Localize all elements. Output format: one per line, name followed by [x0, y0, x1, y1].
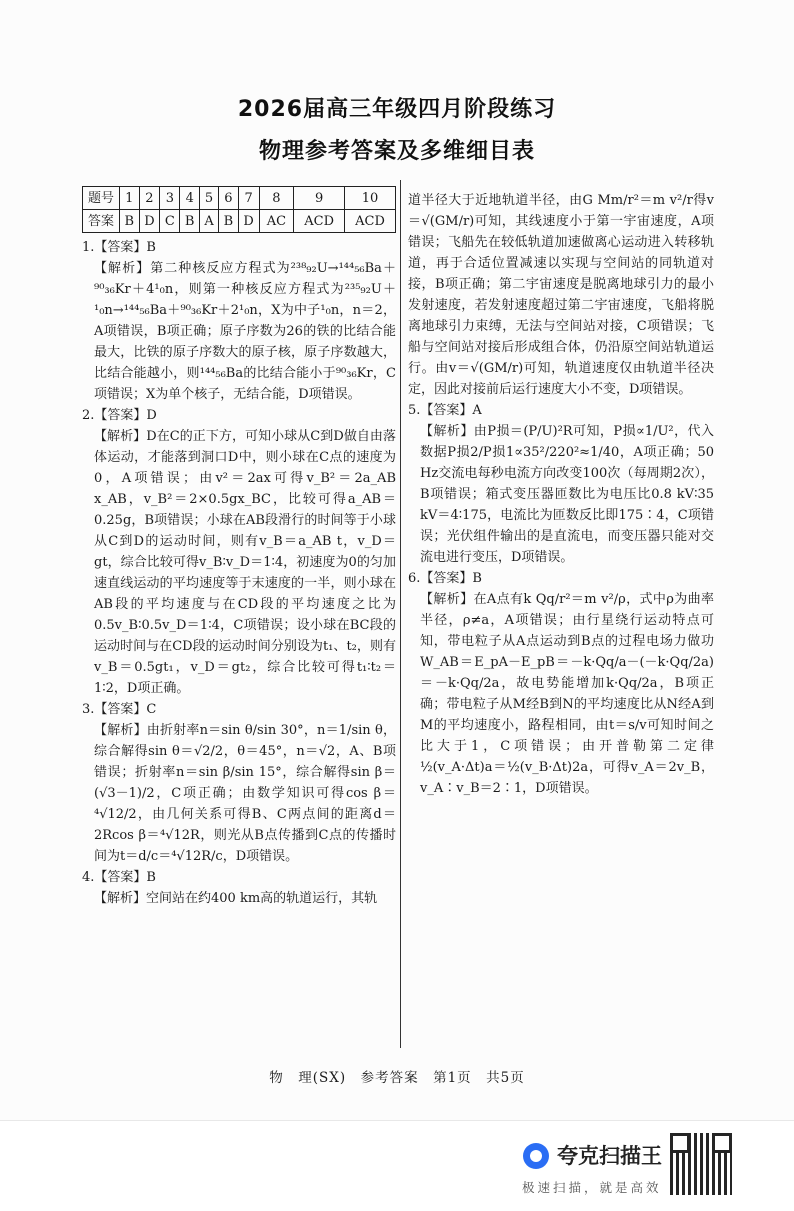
scanner-logo-icon	[523, 1143, 549, 1169]
explanation: 【解析】在A点有k Qq/r²＝m v²/ρ，式中ρ为曲率半径，ρ≠a，A项错误；由行星绕行运动特点可知，带电粒子从A点运动到B点的过程电场力做功W_AB＝E_pA－E_pB＝－k·Qq/a－(－k·Qq/2a)＝－k·Qq/2a，故电势能增加k·Qq/2a，B项正确；带电粒子从M经B到N的平均速度比从N经A到M的平均速度小，路程相同，由t＝s/v可知时间之比大于1，C项错误；由开普勒第二定律½(v_A·Δt)a＝½(v_B·Δt)2a，可得v_A＝2v_B，v_A∶v_B＝2∶1，D项错误。	[420, 592, 714, 796]
answer-cell: C	[160, 210, 180, 233]
answer-cell: B	[219, 210, 239, 233]
answer-cell: ACD	[345, 210, 396, 233]
answer-heading: 4.【答案】B	[82, 870, 156, 885]
table-row-numbers	[83, 187, 396, 210]
answer-heading: 3.【答案】C	[82, 702, 157, 717]
row-label: 答案	[83, 210, 120, 233]
explanation-continued: 道半径大于近地轨道半径，由G Mm/r²＝m v²/r得v＝√(GM/r)可知，其线速度小于第一宇宙速度，A项错误；飞船先在较低轨道加速做离心运动进入转移轨道，再于合适位置减速以实现与空间站的同轨道对接，B项正确；第二宇宙速度是脱离地球引力的最小发射速度，若发射速度超过第二宇宙速度，飞船将脱离地球引力束缚，无法与空间站对接，C项错误；飞船与空间站对接后形成组合体，仍沿原空间站轨道运行。由v＝√(GM/r)可知，轨道速度仅由轨道半径决定，因此对接前后运行速度大小不变，D项错误。	[408, 193, 714, 397]
answer-cell: ACD	[294, 210, 345, 233]
answer-cell: A	[199, 210, 218, 233]
answer-heading: 1.【答案】B	[82, 240, 156, 255]
question-number: 2	[139, 187, 160, 210]
question-number: 4	[180, 187, 200, 210]
explanation: 【解析】由P损＝(P/U)²R可知，P损∝1/U²，代入数据P损2/P损1∝35²/220²≈1/40，A项正确；50 Hz交流电每秒电流方向改变100次（每周期2次），B项错误；箱式变压器匝数比为电压比0.8 kV∶35 kV＝4∶175，电流比为匝数反比即175∶4，C项错误；光伏组件输出的是直流电，而变压器只能对交流电进行变压，D项错误。	[420, 424, 714, 565]
answer-cell: D	[238, 210, 259, 233]
row-label: 题号	[83, 187, 120, 210]
qr-code-icon	[670, 1133, 732, 1195]
answer-cell: AC	[259, 210, 294, 233]
question-number: 9	[294, 187, 345, 210]
explanation: 【解析】D在C的正下方，可知小球从C到D做自由落体运动，才能落到洞口D中，则小球在C点的速度为0，A项错误；由v²＝2ax可得v_B²＝2a_AB x_AB，v_B²＝2×0.5gx_BC，比较可得a_AB＝0.25g，B项错误；小球在AB段滑行的时间等于小球从C到D的运动时间，则有v_B＝a_AB t，v_D＝gt，综合比较可得v_B∶v_D＝1∶4，初速度为0的匀加速直线运动的平均速度等于末速度的一半，则小球在AB段的平均速度与在CD段的平均速度之比为0.5v_B∶0.5v_D＝1∶4，C项错误；设小球在BC段的运动时间与在CD段的运动时间分别设为t₁、t₂，则有v_B＝0.5gt₁，v_D＝gt₂，综合比较可得t₁∶t₂＝1∶2，D项正确。	[94, 429, 396, 696]
question-number: 8	[259, 187, 294, 210]
explanation: 【解析】由折射率n＝sin θ/sin 30°，n＝1/sin θ，综合解得sin θ＝√2/2，θ＝45°，n＝√2，A、B项错误；折射率n＝sin β/sin 15°，综合解得sin β＝(√3－1)/2，C项正确；由数学知识可得cos β＝⁴√12/2，由几何关系可得B、C两点间的距离d＝2Rcos β＝⁴√12R，则光从B点传播到C点的传播时间为t＝d/c＝⁴√12R/c，D项错误。	[94, 723, 396, 864]
answer-heading: 2.【答案】D	[82, 408, 157, 423]
right-column	[408, 190, 714, 799]
explanation: 【解析】第二种核反应方程式为²³⁸₉₂U→¹⁴⁴₅₆Ba＋⁹⁰₃₆Kr＋4¹₀n，则第一种核反应方程式为²³⁵₉₂U＋¹₀n→¹⁴⁴₅₆Ba＋⁹⁰₃₆Kr＋2¹₀n，X为中子¹₀n，n＝2，A项错误，B项正确；原子序数为26的铁的比结合能最大，比铁的原子序数大的原子核，原子序数越大，比结合能越小，则¹⁴⁴₅₆Ba的比结合能小于⁹⁰₃₆Kr，C项错误；X为单个核子，无结合能，D项错误。	[94, 261, 396, 402]
answer-cell: D	[139, 210, 160, 233]
question-number: 3	[160, 187, 180, 210]
answer-heading: 6.【答案】B	[408, 571, 482, 586]
explanation: 【解析】空间站在约400 km高的轨道运行，其轨	[94, 891, 378, 906]
answer-heading: 5.【答案】A	[408, 403, 482, 418]
answer-table	[82, 186, 396, 233]
question-number: 6	[219, 187, 239, 210]
answer-cell: B	[120, 210, 140, 233]
scanner-brand: 夸克扫描王	[557, 1144, 662, 1168]
question-number: 1	[120, 187, 140, 210]
left-column	[82, 186, 396, 909]
document-title: 2026届高三年级四月阶段练习	[237, 97, 557, 122]
question-number: 5	[199, 187, 218, 210]
question-number: 10	[345, 187, 396, 210]
column-divider	[400, 180, 401, 1048]
page-footer: 物 理(SX) 参考答案 第1页 共5页	[269, 1070, 525, 1086]
question-number: 7	[238, 187, 259, 210]
document-subtitle: 物理参考答案及多维细目表	[258, 139, 535, 164]
scanner-slogan: 极速扫描，就是高效	[522, 1180, 662, 1195]
answer-cell: B	[180, 210, 200, 233]
table-row-answers	[83, 210, 396, 233]
